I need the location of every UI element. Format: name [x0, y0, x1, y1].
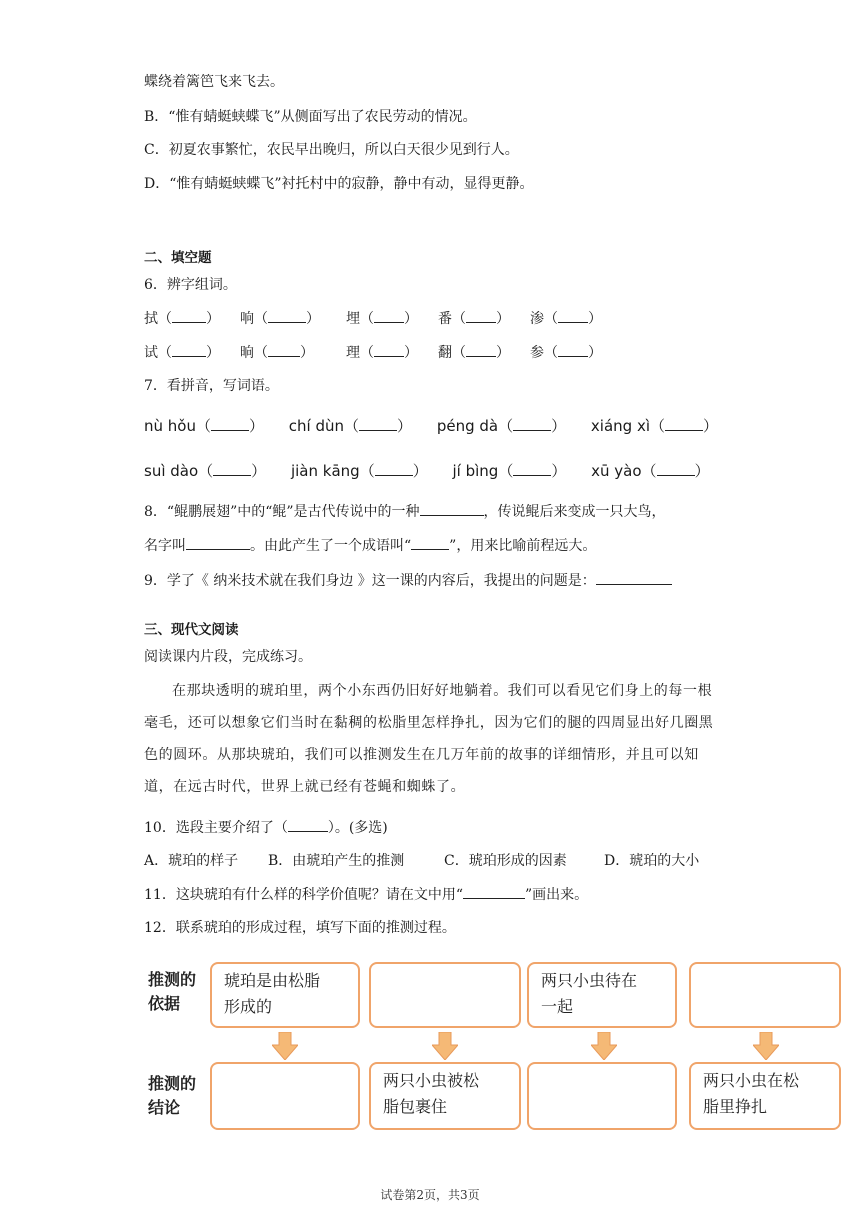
section-title-fill-blank: 二、填空题: [144, 250, 212, 266]
question-11: 11．这块琥珀有什么样的科学价值呢？请在文中用“ ”画出来。: [144, 887, 589, 903]
question-10: 10．选段主要介绍了（ ）。(多选): [144, 820, 388, 836]
pinyin-item: suì dào（ ）: [144, 462, 267, 480]
q6-item: 渗（ ）: [530, 311, 602, 327]
question-8-line-2: 名字叫 。由此产生了一个成语叫“ ”，用来比喻前程远大。: [144, 538, 597, 554]
pinyin-item: jí bìng（ ）: [452, 462, 567, 480]
section-title-reading: 三、现代文阅读: [144, 622, 239, 638]
question-9: 9．学了《 纳米技术就在我们身边 》这一课的内容后，我提出的问题是：: [144, 571, 672, 591]
q6-item: 试（ ）: [144, 345, 220, 361]
option-a-continuation: 蝶绕着篱笆飞来飞去。: [144, 74, 284, 90]
inference-diagram: [140, 950, 850, 1140]
label-conclusion: 推测的 结论: [148, 1074, 197, 1117]
q6-item: 埋（ ）: [346, 311, 418, 327]
answer-blank[interactable]: [213, 462, 251, 476]
q7-row-2: [144, 460, 730, 482]
page-footer: 试卷第2页，共3页: [380, 1188, 480, 1202]
down-arrow-icon: [591, 1032, 617, 1060]
pinyin-item: xiáng xì（ ）: [590, 417, 719, 435]
label-basis: 推测的 依据: [148, 970, 197, 1013]
q6-row-1: [144, 309, 622, 329]
answer-blank[interactable]: [288, 818, 328, 832]
conclusion-box-4: 两只小虫在松 脂里挣扎: [689, 1062, 841, 1130]
q6-item: 理（ ）: [346, 345, 418, 361]
q6-row-2: [144, 343, 622, 363]
answer-blank[interactable]: [374, 343, 404, 357]
answer-blank[interactable]: [211, 417, 249, 431]
answer-blank[interactable]: [657, 462, 695, 476]
q6-item: 番（ ）: [438, 311, 510, 327]
answer-blank[interactable]: [466, 343, 496, 357]
option-c: C．初夏农事繁忙，农民早出晚归，所以白天很少见到行人。: [144, 142, 519, 158]
basis-box-4[interactable]: [689, 962, 841, 1028]
pinyin-item: jiàn kāng（ ）: [290, 462, 428, 480]
q6-item: 晌（ ）: [240, 345, 314, 361]
question-8-line-1: 8．“鲲鹏展翅”中的“鲲”是古代传说中的一种 ，传说鲲后来变成一只大鸟，: [144, 504, 666, 520]
q10-option[interactable]: A．琥珀的样子: [144, 853, 239, 869]
q10-options: [144, 851, 714, 871]
q6-item: 拭（ ）: [144, 311, 220, 327]
conclusion-box-3[interactable]: [527, 1062, 677, 1130]
q6-item: 翻（ ）: [438, 345, 510, 361]
answer-blank[interactable]: [411, 536, 449, 550]
pinyin-item: péng dà（ ）: [436, 417, 567, 435]
answer-blank[interactable]: [558, 343, 588, 357]
answer-blank[interactable]: [513, 462, 551, 476]
question-6: 6．辨字组词。: [144, 277, 237, 293]
option-b: B．“惟有蜻蜓蛱蝶飞”从侧面写出了农民劳动的情况。: [144, 109, 477, 125]
answer-blank[interactable]: [172, 309, 206, 323]
q6-item: 参（ ）: [530, 345, 602, 361]
pinyin-item: nù hǒu（ ）: [144, 417, 265, 435]
down-arrow-icon: [272, 1032, 298, 1060]
answer-blank[interactable]: [420, 502, 484, 516]
answer-blank[interactable]: [359, 417, 397, 431]
answer-blank[interactable]: [172, 343, 206, 357]
reading-passage: 在那块透明的琥珀里，两个小东西仍旧好好地躺着。我们可以看见它们身上的每一根毫毛，还可以想象它们当时在黏稠的松脂里怎样挣扎，因为它们的腿的四周显出好几圈黑色的圆环。从那块琥珀，我们可以推测发生在几万年前的故事的详细情形，并且可以知道，在远古时代，世界上就已经有苍蝇和蜘蛛了。: [144, 683, 714, 795]
answer-blank[interactable]: [186, 536, 250, 550]
question-12: 12．联系琥珀的形成过程，填写下面的推测过程。: [144, 920, 456, 936]
basis-box-3: 两只小虫待在 一起: [527, 962, 677, 1028]
q10-option[interactable]: C．琥珀形成的因素: [444, 853, 567, 869]
answer-blank[interactable]: [268, 343, 300, 357]
reading-intro: 阅读课内片段，完成练习。: [144, 649, 312, 665]
basis-box-2[interactable]: [369, 962, 521, 1028]
answer-blank[interactable]: [268, 309, 306, 323]
answer-blank[interactable]: [558, 309, 588, 323]
answer-blank[interactable]: [596, 571, 672, 585]
q6-item: 响（ ）: [240, 311, 320, 327]
basis-box-1: 琥珀是由松脂 形成的: [210, 962, 360, 1028]
question-7: 7．看拼音，写词语。: [144, 378, 279, 394]
answer-blank[interactable]: [513, 417, 551, 431]
answer-blank[interactable]: [375, 462, 413, 476]
pinyin-item: xū yào（ ）: [591, 462, 710, 480]
answer-blank[interactable]: [463, 885, 525, 899]
answer-blank[interactable]: [374, 309, 404, 323]
q7-row-1: [144, 415, 738, 437]
q10-option[interactable]: B．由琥珀产生的推测: [268, 853, 405, 869]
conclusion-box-2: 两只小虫被松 脂包裹住: [369, 1062, 521, 1130]
answer-blank[interactable]: [466, 309, 496, 323]
down-arrow-icon: [432, 1032, 458, 1060]
pinyin-item: chí dùn（ ）: [288, 417, 413, 435]
down-arrow-icon: [753, 1032, 779, 1060]
conclusion-box-1[interactable]: [210, 1062, 360, 1130]
answer-blank[interactable]: [665, 417, 703, 431]
option-d: D．“惟有蜻蜓蛱蝶飞”衬托村中的寂静，静中有动，显得更静。: [144, 176, 534, 192]
q10-option[interactable]: D．琥珀的大小: [604, 853, 700, 869]
